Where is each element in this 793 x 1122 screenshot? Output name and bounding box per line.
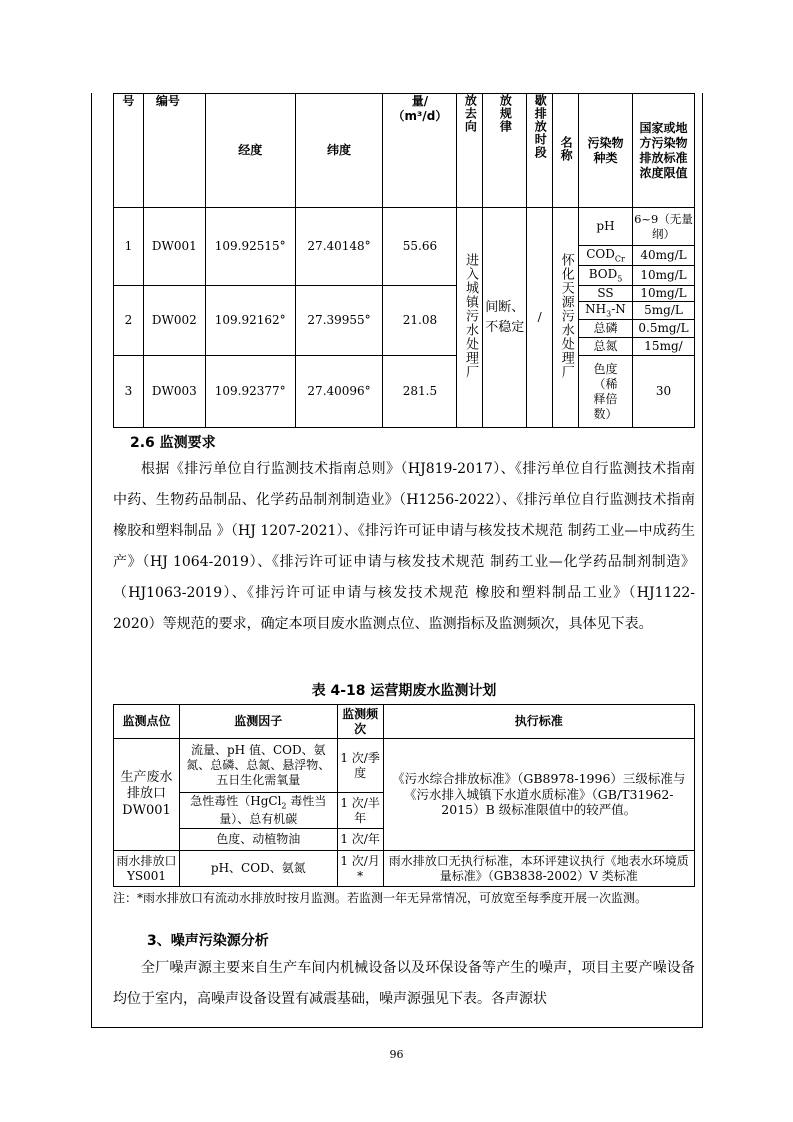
point-dw001: 生产废水排放口DW001 bbox=[114, 739, 180, 851]
row1-no: 1 bbox=[114, 208, 144, 286]
freq-half-year: 1 次/半年 bbox=[337, 793, 383, 829]
header-frequency: 监测频次 bbox=[337, 705, 383, 739]
row1-longitude: 109.92515° bbox=[205, 208, 295, 286]
header-flow: 量/ （m³/d） bbox=[383, 94, 457, 208]
row3-flow: 281.5 bbox=[383, 356, 457, 428]
section-2-6-title: 2.6 监测要求 bbox=[130, 435, 216, 451]
row1-flow: 55.66 bbox=[383, 208, 457, 286]
section-3-paragraph: 全厂噪声源主要来自生产车间内机械设备以及环保设备等产生的噪声，项目主要产噪设备均位于室内，高噪声设备设置有减震基础，噪声源强见下表。各声源状 bbox=[113, 960, 695, 1007]
row1-latitude: 27.40148° bbox=[295, 208, 383, 286]
limit-tn: 15mg/ bbox=[632, 338, 694, 356]
limit-cod: 40mg/L bbox=[632, 246, 694, 266]
limit-color: 30 bbox=[632, 356, 694, 428]
pollutant-ph: pH bbox=[579, 208, 633, 246]
freq-quarterly: 1 次/季度 bbox=[337, 739, 383, 793]
limit-nh3n: 5mg/L bbox=[632, 302, 694, 320]
factor-yearly: 色度、动植物油 bbox=[179, 829, 337, 851]
pollutant-tn: 总氮 bbox=[579, 338, 633, 356]
table-note: 注：*雨水排放口有流动水排放时按月监测。若监测一年无异常情况，可放宽至每季度开展一次监测。 bbox=[113, 891, 648, 905]
row2-latitude: 27.39955° bbox=[295, 286, 383, 356]
page-number: 96 bbox=[389, 1048, 404, 1061]
header-pollutant: 污染物种类 bbox=[579, 94, 633, 208]
header-destination: 放去向 bbox=[463, 94, 478, 133]
pollutant-cod: $COD_{Cr}$ bbox=[579, 246, 633, 266]
factor-half-year: 急性毒性（HgCl$_2$ 毒性当量）、总有机碳 bbox=[179, 793, 337, 829]
discharge-time-cell: / bbox=[527, 208, 553, 428]
factor-quarterly: 流量、pH 值、COD、氨氮、总磷、总氮、悬浮物、五日生化需氧量 bbox=[179, 739, 337, 793]
row3-code: DW003 bbox=[143, 356, 205, 428]
factor-rain: pH、COD、氨氮 bbox=[179, 851, 337, 887]
pollutant-bod: $BOD_5$ bbox=[579, 266, 633, 286]
header-execution-standard: 执行标准 bbox=[383, 705, 694, 739]
row2-code: DW002 bbox=[143, 286, 205, 356]
standard-rain: 雨水排放口无执行标准，本环评建议执行《地表水环境质量标准》（GB3838-2002）V 类标准 bbox=[383, 851, 694, 887]
pollutant-ss: SS bbox=[579, 286, 633, 302]
pollutant-nh3n: $NH_3-N$ bbox=[579, 302, 633, 320]
freq-rain: 1 次/月* bbox=[337, 851, 383, 887]
row2-longitude: 109.92162° bbox=[205, 286, 295, 356]
point-ys001: 雨水排放口 YS001 bbox=[114, 851, 180, 887]
header-standard: 国家或地方污染物排放标准浓度限值 bbox=[632, 94, 694, 208]
discharge-rule-cell: 间断、不稳定 bbox=[483, 208, 527, 428]
freq-yearly: 1 次/年 bbox=[337, 829, 383, 851]
header-time: 歇排放时段 bbox=[533, 94, 548, 159]
row2-flow: 21.08 bbox=[383, 286, 457, 356]
header-point: 监测点位 bbox=[114, 705, 180, 739]
header-name: 名称 bbox=[559, 135, 574, 162]
limit-ss: 10mg/L bbox=[632, 286, 694, 302]
limit-bod: 10mg/L bbox=[632, 266, 694, 286]
header-longitude: 经度 bbox=[205, 94, 295, 208]
row2-no: 2 bbox=[114, 286, 144, 356]
header-latitude: 纬度 bbox=[295, 94, 383, 208]
table-4-18-caption: 表 4-18 运营期废水监测计划 bbox=[311, 683, 497, 699]
header-no: 号 bbox=[114, 94, 144, 208]
row3-longitude: 109.92377° bbox=[205, 356, 295, 428]
standard-dw001: 《污水综合排放标准》（GB8978-1996）三级标准与《污水排入城镇下水道水质标准》（GB/T31962-2015）B 级标准限值中的较严值。 bbox=[383, 739, 694, 851]
section-3-title: 3、噪声污染源分析 bbox=[147, 933, 269, 949]
discharge-outlet-table bbox=[113, 93, 695, 428]
row3-latitude: 27.40096° bbox=[295, 356, 383, 428]
section-2-6-paragraph: 根据《排污单位自行监测技术指南总则》（HJ819-2017）、《排污单位自行监测技术指南 中药、生物药品制品、化学药品制剂制造业》（H1256-2022）、《排污单位自行监测技术指南 橡胶和塑料制品 》（HJ 1207-2021）、《排污许可证申请与核发技术规范 制药工业—中成药生产》（HJ 1064-2019）、《排污许可证申请与核发技术规范 制药工业—化学药品制剂制造》（HJ1063-2019）、《排污许可证申请与核发技术规范 橡胶和塑料制品工业》（HJ1122-2020）等规范的要求，确定本项目废水监测点位、监测指标及监测频次，具体见下表。 bbox=[113, 461, 695, 632]
monitoring-plan-table bbox=[113, 704, 695, 887]
pollutant-color: 色度（稀释倍数） bbox=[579, 356, 633, 428]
row3-no: 3 bbox=[114, 356, 144, 428]
header-factor: 监测因子 bbox=[179, 705, 337, 739]
header-code: 编号 bbox=[143, 94, 205, 208]
row1-code: DW001 bbox=[143, 208, 205, 286]
destination-cell: 进入城镇污水处理厂 bbox=[462, 252, 478, 379]
limit-ph: 6~9（无量纲） bbox=[632, 208, 694, 246]
header-rule: 放规律 bbox=[498, 94, 513, 133]
limit-tp: 0.5mg/L bbox=[632, 320, 694, 338]
pollutant-tp: 总磷 bbox=[579, 320, 633, 338]
plant-name-cell: 怀化天源污水处理厂 bbox=[558, 252, 574, 379]
